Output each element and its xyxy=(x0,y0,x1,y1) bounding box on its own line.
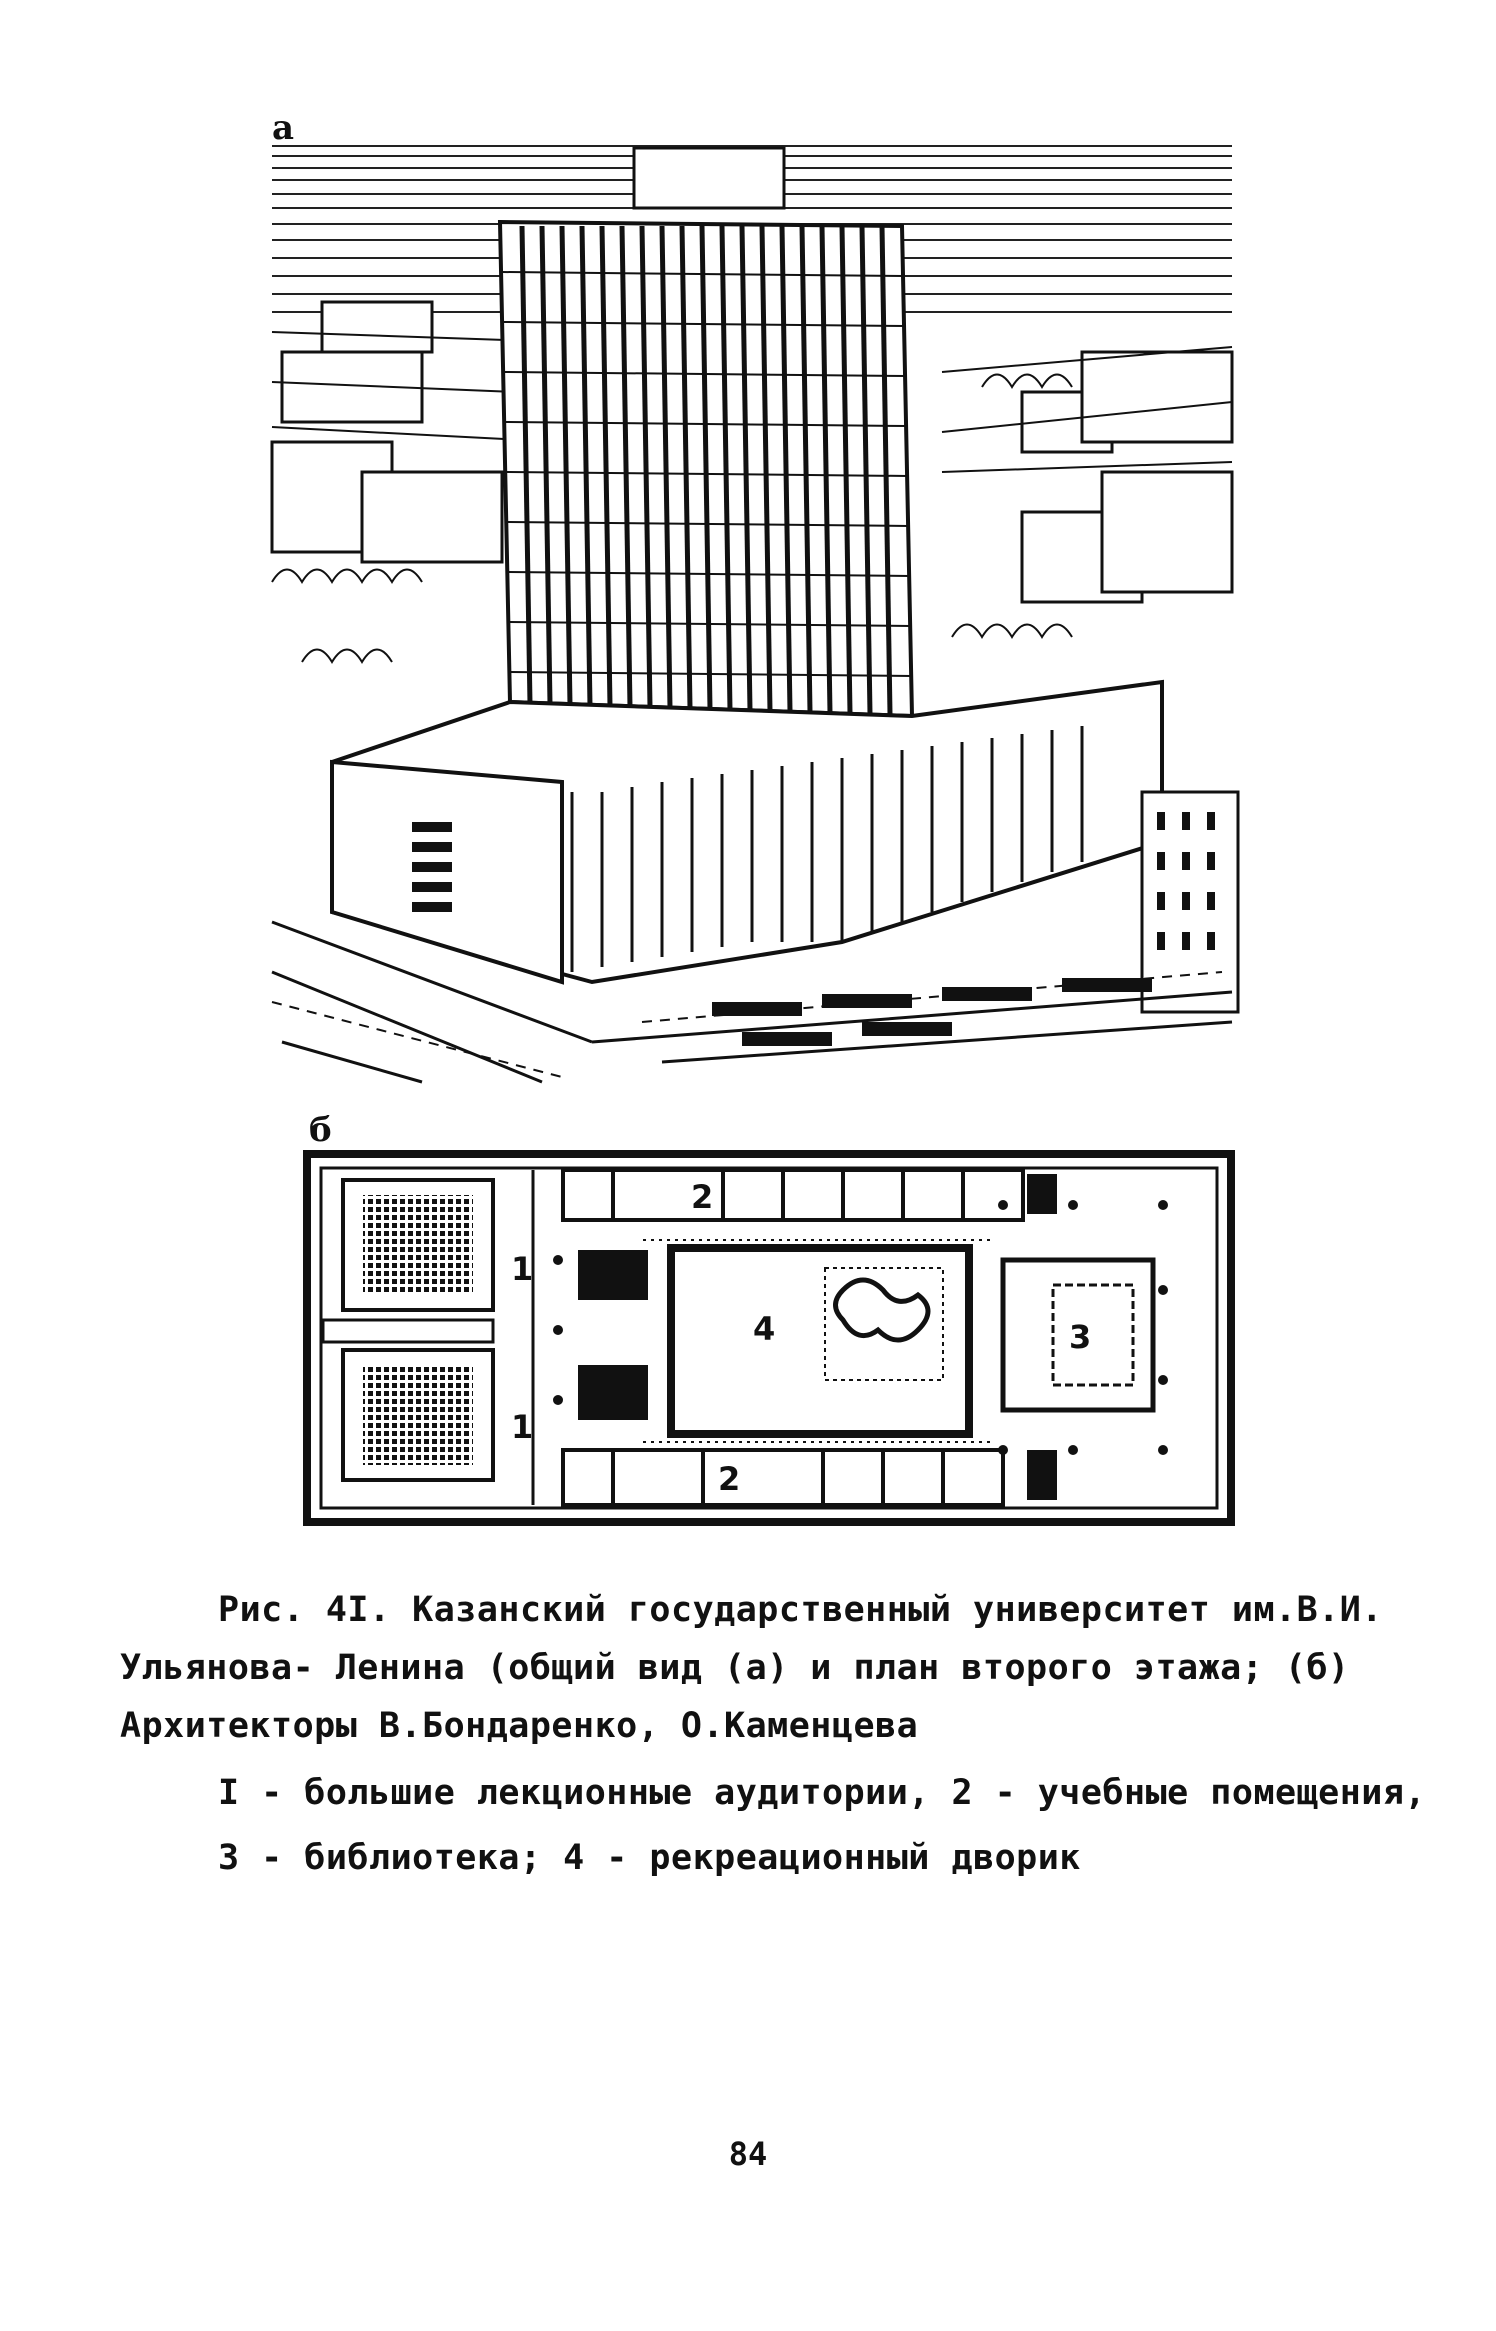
caption-line-2: Ульянова- Ленина (общий вид (а) и план второго этажа; (б) xyxy=(120,1648,1350,1688)
plan-label-classrooms-bottom: 2 xyxy=(718,1460,741,1498)
second-floor-plan xyxy=(303,1150,1235,1526)
caption-line-1: Рис. 4I. Казанский государственный университет им.В.И. xyxy=(218,1590,1383,1630)
figure-label-a: а xyxy=(272,108,295,148)
caption-line-3: Архитекторы В.Бондаренко, О.Каменцева xyxy=(120,1706,919,1746)
plan-label-classrooms-top: 2 xyxy=(691,1178,714,1216)
plan-label-library: 3 xyxy=(1069,1318,1092,1356)
caption-line-5: 3 - библиотека; 4 - рекреационный дворик xyxy=(218,1838,1081,1878)
building-perspective-illustration xyxy=(262,142,1240,1088)
page-number: 84 xyxy=(728,2135,768,2173)
plan-label-auditorium-top: 1 xyxy=(511,1250,534,1288)
plan-label-auditorium-bottom: 1 xyxy=(511,1408,534,1446)
figure-label-b: б xyxy=(309,1110,332,1150)
caption-line-4: I - большие лекционные аудитории, 2 - учебные помещения, xyxy=(218,1773,1427,1813)
plan-label-courtyard: 4 xyxy=(753,1310,776,1348)
